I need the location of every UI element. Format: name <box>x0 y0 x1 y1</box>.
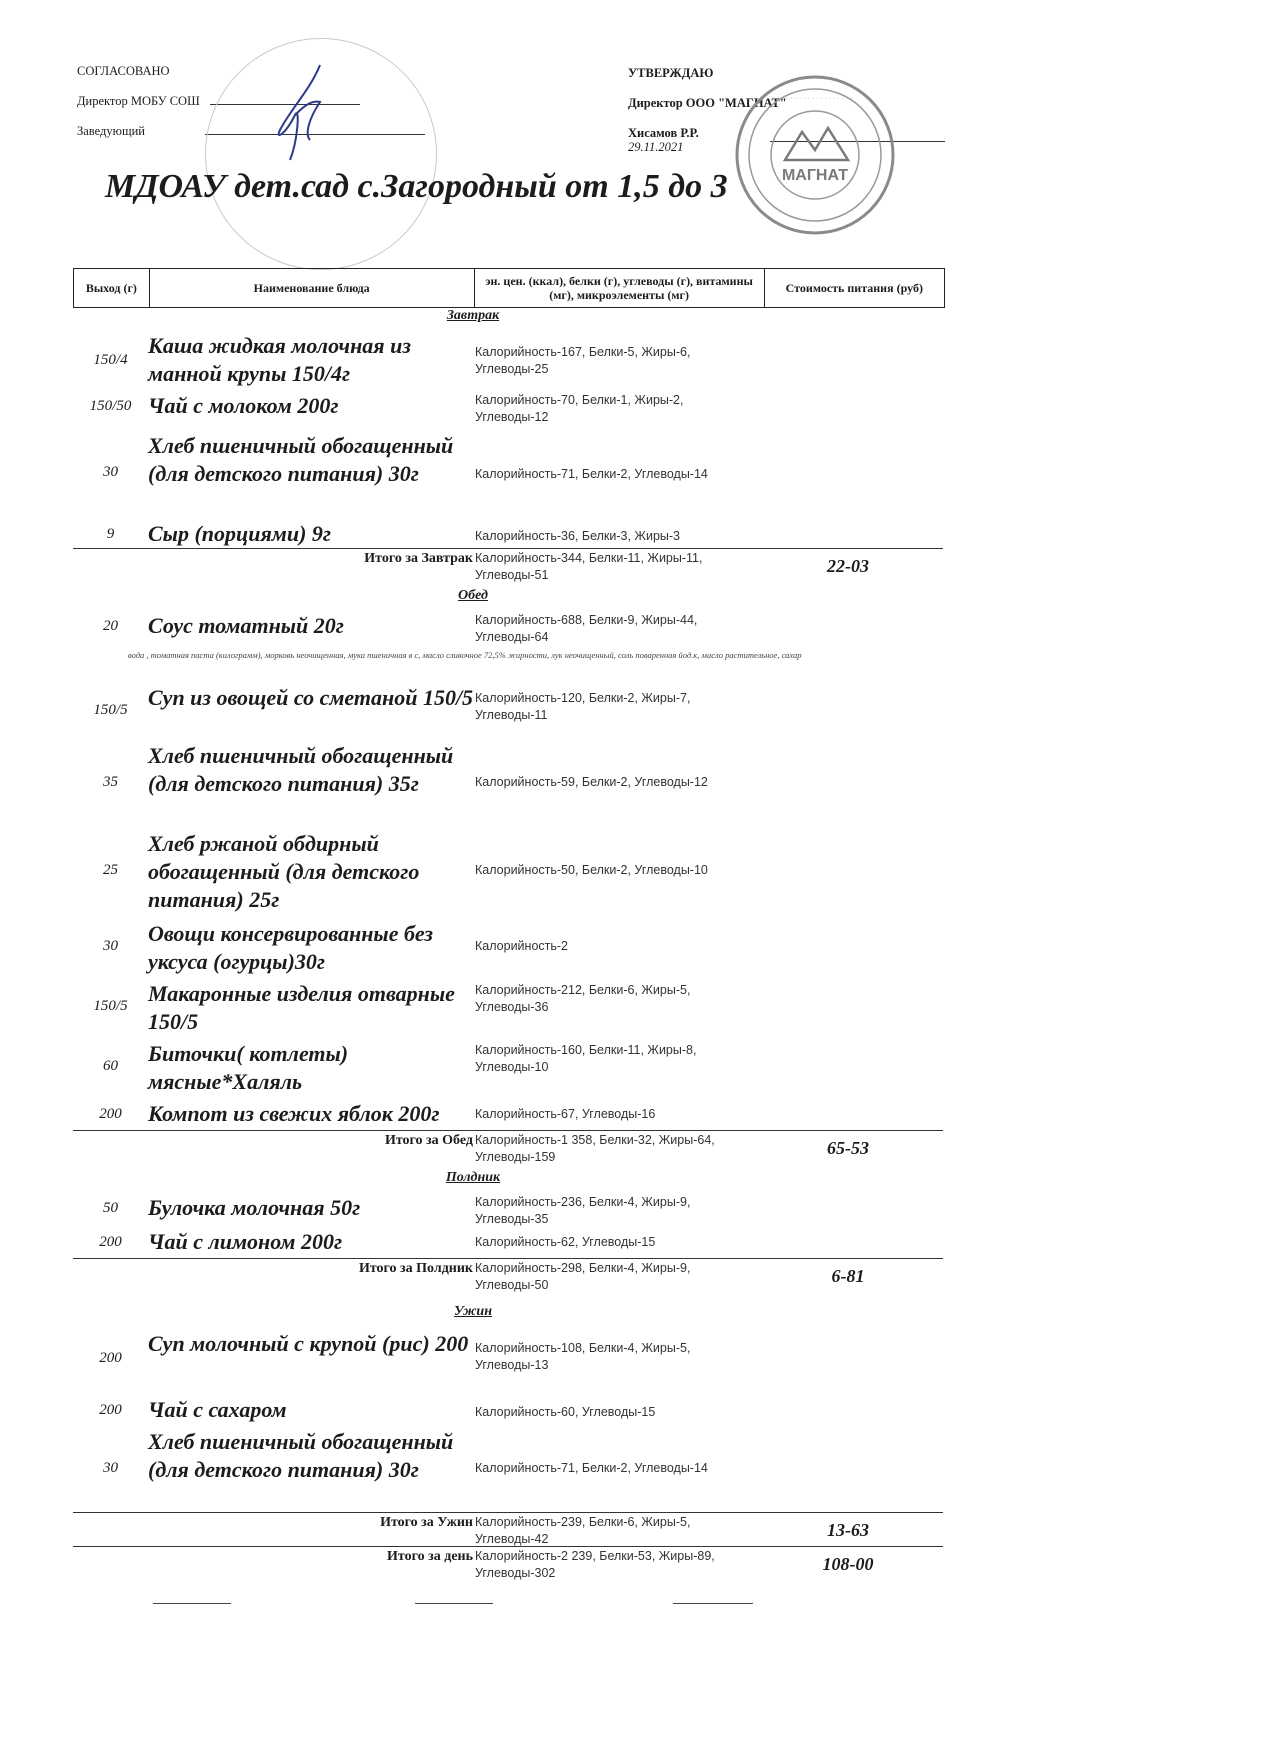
signature-line <box>153 1602 231 1604</box>
row-nutrition: Калорийность-67, Углеводы-16 <box>475 1107 656 1121</box>
row-output: 200 <box>99 1350 122 1366</box>
row-ingredients: вода , томатная паста (килограмм), морковь неочищенная, мука пшеничная в с, масло сливочное 72,5% жирности, лук неочищенный, соль поваренная йод.к, масло растительное, сахар <box>128 650 802 660</box>
signature-line <box>673 1602 753 1604</box>
svg-text:· · · · · · · · · · · · · · ·: · · · · · · · · · · · · · · · · · · <box>777 95 853 102</box>
row-nutrition: Калорийность-71, Белки-2, Углеводы-14 <box>475 1461 708 1475</box>
row-dish: Чай с лимоном 200г <box>148 1229 343 1254</box>
row-dish: Булочка молочная 50г <box>148 1195 361 1220</box>
row-nutrition: Калорийность-71, Белки-2, Углеводы-14 <box>475 467 708 481</box>
section-title: Ужин <box>454 1304 492 1319</box>
row-dish: Овощи консервированные без уксуса (огурцы)30г <box>148 921 433 974</box>
signature-line <box>415 1602 493 1604</box>
divider <box>73 1258 943 1259</box>
row-output: 60 <box>103 1058 118 1074</box>
row-dish: Соус томатный 20г <box>148 613 344 638</box>
total-nutrition: Калорийность-2 239, Белки-53, Жиры-89, Углеводы-302 <box>475 1549 715 1580</box>
row-dish: Хлеб ржаной обдирный обогащенный (для детского питания) 25г <box>148 831 420 912</box>
document-title: МДОАУ дет.сад с.Загородный от 1,5 до 3 <box>105 168 728 205</box>
total-cost: 6-81 <box>831 1266 865 1286</box>
total-cost: 22-03 <box>827 556 869 576</box>
row-output: 150/50 <box>89 398 132 414</box>
row-output: 35 <box>103 774 118 790</box>
head-label: Заведующий <box>77 124 145 138</box>
handwritten-signature <box>250 60 360 170</box>
approval-date: 29.11.2021 <box>628 140 684 154</box>
row-output: 150/4 <box>93 352 128 368</box>
row-dish: Суп молочный с крупой (рис) 200 <box>148 1331 469 1356</box>
total-cost: 65-53 <box>827 1138 869 1158</box>
total-cost: 13-63 <box>827 1520 869 1540</box>
total-label: Итого за Завтрак <box>364 551 473 566</box>
row-nutrition: Калорийность-120, Белки-2, Жиры-7, Углеводы-11 <box>475 691 691 722</box>
row-output: 50 <box>103 1200 118 1216</box>
row-nutrition: Калорийность-167, Белки-5, Жиры-6, Углеводы-25 <box>475 345 691 376</box>
row-dish: Суп из овощей со сметаной 150/5 <box>148 685 474 710</box>
row-output: 20 <box>103 618 118 634</box>
approve-label: УТВЕРЖДАЮ <box>628 66 714 80</box>
row-nutrition: Калорийность-212, Белки-6, Жиры-5, Углеводы-36 <box>475 983 691 1014</box>
row-dish: Компот из свежих яблок 200г <box>148 1101 440 1126</box>
row-nutrition: Калорийность-36, Белки-3, Жиры-3 <box>475 529 681 543</box>
row-output: 30 <box>103 464 118 480</box>
row-dish: Каша жидкая молочная из манной крупы 150/4г <box>148 333 411 386</box>
row-dish: Сыр (порциями) 9г <box>148 521 332 546</box>
total-nutrition: Калорийность-1 358, Белки-32, Жиры-64, Углеводы-159 <box>475 1133 715 1164</box>
total-label: Итого за Полдник <box>358 1261 473 1276</box>
row-nutrition: Калорийность-60, Углеводы-15 <box>475 1405 656 1419</box>
divider <box>73 548 943 549</box>
row-output: 200 <box>99 1106 122 1122</box>
section-title: Завтрак <box>446 308 500 323</box>
agreed-label: СОГЛАСОВАНО <box>77 64 170 78</box>
section-title: Обед <box>458 588 488 603</box>
row-output: 30 <box>103 938 118 954</box>
row-output: 150/5 <box>93 998 128 1014</box>
total-cost: 108-00 <box>822 1554 874 1574</box>
divider <box>73 1546 943 1547</box>
director-school-label: Директор МОБУ СОШ <box>77 94 200 108</box>
row-dish: Хлеб пшеничный обогащенный (для детского питания) 35г <box>148 743 454 796</box>
row-nutrition: Калорийность-2 <box>475 939 568 953</box>
row-nutrition: Калорийность-59, Белки-2, Углеводы-12 <box>475 775 708 789</box>
col-output: Выход (г) <box>74 269 150 307</box>
row-nutrition: Калорийность-50, Белки-2, Углеводы-10 <box>475 863 708 877</box>
row-dish: Хлеб пшеничный обогащенный (для детского питания) 30г <box>148 433 454 486</box>
col-dish: Наименование блюда <box>150 269 475 307</box>
company-seal <box>730 70 900 240</box>
section-title: Полдник <box>445 1170 501 1185</box>
svg-text:МАГНАТ: МАГНАТ <box>781 167 849 184</box>
row-nutrition: Калорийность-160, Белки-11, Жиры-8, Углеводы-10 <box>475 1043 697 1074</box>
person-label: Хисамов Р.Р. <box>628 126 699 140</box>
row-nutrition: Калорийность-236, Белки-4, Жиры-9, Углеводы-35 <box>475 1195 691 1226</box>
row-dish: Биточки( котлеты) мясные*Халяль <box>148 1041 349 1094</box>
row-output: 200 <box>99 1402 122 1418</box>
row-dish: Хлеб пшеничный обогащенный (для детского питания) 30г <box>148 1429 454 1482</box>
col-nutrition: эн. цен. (ккал), белки (г), углеводы (г), витамины (мг), микроэлементы (мг) <box>475 269 765 307</box>
total-label: Итого за день <box>387 1549 473 1564</box>
col-cost: Стоимость питания (руб) <box>785 281 923 295</box>
director-company-label: Директор ООО "МАГНАТ" <box>628 96 787 110</box>
row-output: 9 <box>106 526 115 542</box>
total-label: Итого за Ужин <box>380 1515 473 1530</box>
row-nutrition: Калорийность-62, Углеводы-15 <box>475 1235 656 1249</box>
total-nutrition: Калорийность-239, Белки-6, Жиры-5, Углеводы-42 <box>475 1515 691 1546</box>
row-dish: Чай с сахаром <box>148 1397 287 1422</box>
row-nutrition: Калорийность-108, Белки-4, Жиры-5, Углеводы-13 <box>475 1341 691 1372</box>
row-dish: Чай с молоком 200г <box>148 393 339 418</box>
total-nutrition: Калорийность-344, Белки-11, Жиры-11, Углеводы-51 <box>475 551 703 582</box>
row-output: 150/5 <box>93 702 128 718</box>
row-dish: Макаронные изделия отварные 150/5 <box>148 981 455 1034</box>
row-output: 30 <box>103 1460 118 1476</box>
total-nutrition: Калорийность-298, Белки-4, Жиры-9, Углеводы-50 <box>475 1261 691 1292</box>
total-label: Итого за Обед <box>384 1133 473 1148</box>
divider <box>73 1130 943 1131</box>
table-header <box>73 268 945 308</box>
row-output: 200 <box>99 1234 122 1250</box>
divider <box>73 1512 943 1513</box>
row-output: 25 <box>103 862 118 878</box>
row-nutrition: Калорийность-688, Белки-9, Жиры-44, Углеводы-64 <box>475 613 698 644</box>
row-nutrition: Калорийность-70, Белки-1, Жиры-2, Углеводы-12 <box>475 393 684 424</box>
